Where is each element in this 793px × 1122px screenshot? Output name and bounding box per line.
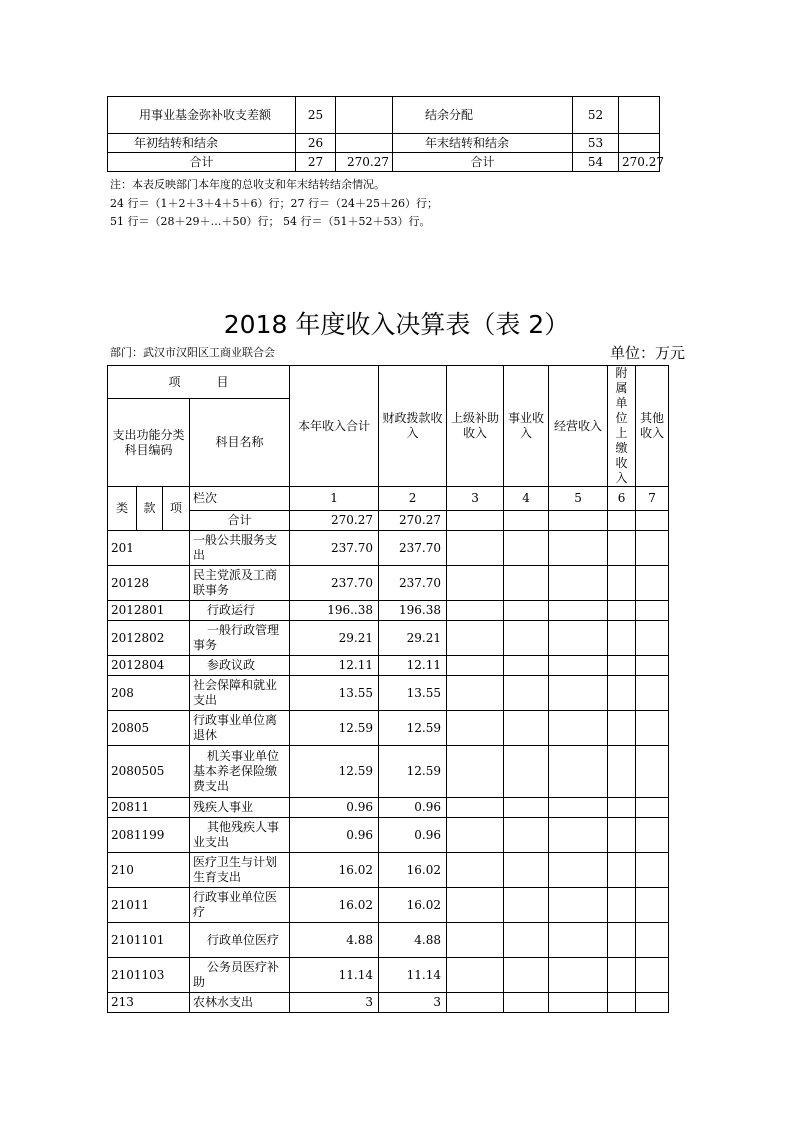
row-label: 年末结转和结余 bbox=[393, 134, 573, 153]
row-fiscal: 4.88 bbox=[379, 923, 447, 958]
empty-cell bbox=[608, 888, 636, 923]
table-row bbox=[108, 134, 660, 153]
fiscal-value: 270.27 bbox=[379, 511, 447, 531]
row-code: 2080505 bbox=[108, 746, 190, 798]
empty-cell bbox=[636, 566, 669, 601]
row-name: 行政单位医疗 bbox=[190, 923, 290, 958]
row-code: 201 bbox=[108, 531, 190, 566]
row-code: 20128 bbox=[108, 566, 190, 601]
total-income-header: 本年收入合计 bbox=[290, 366, 379, 487]
empty-cell bbox=[549, 746, 608, 798]
row-name: 行政运行 bbox=[190, 601, 290, 621]
note-line: 注：本表反映部门本年度的总收支和年末结转结余情况。 bbox=[110, 178, 385, 191]
row-fiscal: 0.96 bbox=[379, 798, 447, 818]
empty-cell bbox=[636, 818, 669, 853]
row-name: 公务员医疗补助 bbox=[190, 958, 290, 993]
total-income-value: 270.27 bbox=[290, 511, 379, 531]
empty-cell bbox=[549, 656, 608, 676]
row-label: 合计 bbox=[108, 153, 296, 172]
empty-cell bbox=[636, 676, 669, 711]
empty-cell bbox=[608, 853, 636, 888]
empty-cell bbox=[608, 531, 636, 566]
table-row bbox=[108, 97, 660, 134]
row-total: 12.11 bbox=[290, 656, 379, 676]
department-label: 部门：武汉市汉阳区工商业联合会 bbox=[110, 346, 275, 359]
row-total: 12.59 bbox=[290, 746, 379, 798]
row-code: 2012802 bbox=[108, 621, 190, 656]
row-number: 27 bbox=[296, 153, 336, 172]
other-header: 其他收入 bbox=[636, 366, 669, 487]
row-name: 农林水支出 bbox=[190, 993, 290, 1013]
empty-cell bbox=[608, 621, 636, 656]
empty-cell bbox=[549, 566, 608, 601]
row-value bbox=[619, 97, 660, 134]
table-row bbox=[108, 818, 669, 853]
balance-summary-table bbox=[107, 96, 664, 172]
empty-cell bbox=[636, 601, 669, 621]
row-fiscal: 237.70 bbox=[379, 566, 447, 601]
row-name: 社会保障和就业支出 bbox=[190, 676, 290, 711]
empty-cell bbox=[549, 531, 608, 566]
column-number: 6 bbox=[608, 487, 636, 511]
row-total: 16.02 bbox=[290, 853, 379, 888]
table-row bbox=[108, 798, 669, 818]
empty-cell bbox=[636, 531, 669, 566]
empty-cell bbox=[447, 601, 504, 621]
empty-cell bbox=[549, 798, 608, 818]
row-code: 2012804 bbox=[108, 656, 190, 676]
row-fiscal: 11.14 bbox=[379, 958, 447, 993]
kuan-header: 款 bbox=[137, 487, 163, 531]
row-name: 残疾人事业 bbox=[190, 798, 290, 818]
empty-cell bbox=[636, 958, 669, 993]
note-line: 24 行＝（1＋2＋3＋4＋5＋6）行；27 行＝（24＋25＋26）行； bbox=[110, 196, 438, 210]
total-row bbox=[108, 511, 669, 531]
fiscal-header: 财政拨款收入 bbox=[379, 366, 447, 487]
row-label: 年初结转和结余 bbox=[108, 134, 296, 153]
empty-cell bbox=[608, 566, 636, 601]
empty-cell bbox=[549, 711, 608, 746]
business-header: 事业收入 bbox=[504, 366, 549, 487]
empty-cell bbox=[504, 711, 549, 746]
row-fiscal: 13.55 bbox=[379, 676, 447, 711]
column-number: 7 bbox=[636, 487, 669, 511]
row-fiscal: 29.21 bbox=[379, 621, 447, 656]
subject-name-header: 科目名称 bbox=[190, 399, 290, 487]
row-code: 21011 bbox=[108, 888, 190, 923]
row-total: 11.14 bbox=[290, 958, 379, 993]
empty-cell bbox=[549, 818, 608, 853]
row-value bbox=[619, 134, 660, 153]
row-total: 13.55 bbox=[290, 676, 379, 711]
empty-cell bbox=[504, 818, 549, 853]
row-code: 20811 bbox=[108, 798, 190, 818]
column-number: 1 bbox=[290, 487, 379, 511]
column-number: 2 bbox=[379, 487, 447, 511]
empty-cell bbox=[549, 888, 608, 923]
row-total: 237.70 bbox=[290, 531, 379, 566]
empty-cell bbox=[504, 958, 549, 993]
empty-cell bbox=[608, 601, 636, 621]
empty-cell bbox=[636, 711, 669, 746]
empty-cell bbox=[447, 888, 504, 923]
empty-cell bbox=[608, 746, 636, 798]
table-row bbox=[108, 621, 669, 656]
row-label: 用事业基金弥补收支差额 bbox=[108, 97, 296, 134]
column-number: 4 bbox=[504, 487, 549, 511]
row-fiscal: 16.02 bbox=[379, 853, 447, 888]
row-fiscal: 16.02 bbox=[379, 888, 447, 923]
empty-cell bbox=[549, 923, 608, 958]
empty-cell bbox=[504, 746, 549, 798]
row-fiscal: 196.38 bbox=[379, 601, 447, 621]
item-header: 项 目 bbox=[108, 366, 290, 399]
empty-cell bbox=[549, 601, 608, 621]
row-total: 16.02 bbox=[290, 888, 379, 923]
row-total: 196..38 bbox=[290, 601, 379, 621]
row-name: 其他残疾人事业支出 bbox=[190, 818, 290, 853]
empty-cell bbox=[504, 993, 549, 1013]
row-name: 机关事业单位基本养老保险缴费支出 bbox=[190, 746, 290, 798]
empty-cell bbox=[608, 711, 636, 746]
column-number: 3 bbox=[447, 487, 504, 511]
row-code: 2101101 bbox=[108, 923, 190, 958]
empty-cell bbox=[636, 656, 669, 676]
row-fiscal: 0.96 bbox=[379, 818, 447, 853]
lei-header: 类 bbox=[108, 487, 137, 531]
empty-cell bbox=[636, 853, 669, 888]
row-label: 结余分配 bbox=[393, 97, 573, 134]
table-row bbox=[108, 958, 669, 993]
table-row bbox=[108, 746, 669, 798]
empty-cell bbox=[447, 656, 504, 676]
row-number: 54 bbox=[573, 153, 619, 172]
table-row bbox=[108, 853, 669, 888]
empty-cell bbox=[608, 923, 636, 958]
empty-cell bbox=[636, 993, 669, 1013]
row-total: 3 bbox=[290, 993, 379, 1013]
row-total: 237.70 bbox=[290, 566, 379, 601]
empty-cell bbox=[608, 818, 636, 853]
note-line: 51 行＝（28＋29＋…＋50）行； 54 行＝（51＋52＋53）行。 bbox=[110, 215, 431, 228]
row-value bbox=[336, 134, 393, 153]
page-title: 2018 年度收入决算表（表 2） bbox=[223, 310, 570, 339]
row-number: 26 bbox=[296, 134, 336, 153]
empty-cell bbox=[504, 888, 549, 923]
total-label: 合计 bbox=[190, 511, 290, 531]
code-header: 支出功能分类科目编码 bbox=[108, 399, 190, 487]
empty-cell bbox=[549, 676, 608, 711]
row-total: 12.59 bbox=[290, 711, 379, 746]
row-name: 一般行政管理事务 bbox=[190, 621, 290, 656]
table-row bbox=[108, 923, 669, 958]
empty-cell bbox=[549, 958, 608, 993]
table-row bbox=[108, 153, 660, 172]
table-row bbox=[108, 531, 669, 566]
empty-cell bbox=[504, 923, 549, 958]
empty-cell bbox=[608, 798, 636, 818]
table-row bbox=[108, 711, 669, 746]
header-row bbox=[108, 487, 669, 511]
empty-cell bbox=[447, 711, 504, 746]
row-code: 210 bbox=[108, 853, 190, 888]
empty-cell bbox=[608, 656, 636, 676]
empty-cell bbox=[447, 853, 504, 888]
row-total: 0.96 bbox=[290, 798, 379, 818]
empty-cell bbox=[447, 746, 504, 798]
row-name: 参政议政 bbox=[190, 656, 290, 676]
empty-cell bbox=[504, 621, 549, 656]
empty-cell bbox=[549, 621, 608, 656]
row-total: 29.21 bbox=[290, 621, 379, 656]
row-fiscal: 12.11 bbox=[379, 656, 447, 676]
empty-cell bbox=[447, 531, 504, 566]
row-code: 213 bbox=[108, 993, 190, 1013]
table-notes bbox=[110, 176, 438, 232]
row-number: 53 bbox=[573, 134, 619, 153]
row-total: 0.96 bbox=[290, 818, 379, 853]
empty-cell bbox=[447, 923, 504, 958]
column-number: 5 bbox=[549, 487, 608, 511]
table-row bbox=[108, 566, 669, 601]
row-value bbox=[336, 97, 393, 134]
row-number: 25 bbox=[296, 97, 336, 134]
table-row bbox=[108, 656, 669, 676]
empty-cell bbox=[447, 621, 504, 656]
unit-label: 单位：万元 bbox=[610, 344, 686, 362]
empty-cell bbox=[549, 993, 608, 1013]
empty-cell bbox=[447, 958, 504, 993]
row-code: 2012801 bbox=[108, 601, 190, 621]
empty-cell bbox=[504, 798, 549, 818]
table-row bbox=[108, 601, 669, 621]
empty-cell bbox=[636, 798, 669, 818]
row-number: 52 bbox=[573, 97, 619, 134]
empty-cell bbox=[504, 566, 549, 601]
superior-header: 上级补助收入 bbox=[447, 366, 504, 487]
row-code: 208 bbox=[108, 676, 190, 711]
row-fiscal: 3 bbox=[379, 993, 447, 1013]
row-label: 合计 bbox=[393, 153, 573, 172]
row-name: 医疗卫生与计划生育支出 bbox=[190, 853, 290, 888]
row-code: 20805 bbox=[108, 711, 190, 746]
row-fiscal: 237.70 bbox=[379, 531, 447, 566]
empty-cell bbox=[636, 888, 669, 923]
empty-cell bbox=[447, 798, 504, 818]
empty-cell bbox=[447, 676, 504, 711]
table-row bbox=[108, 888, 669, 923]
empty-cell bbox=[504, 656, 549, 676]
xiang-header: 项 bbox=[163, 487, 190, 531]
row-fiscal: 12.59 bbox=[379, 711, 447, 746]
row-fiscal: 12.59 bbox=[379, 746, 447, 798]
operating-header: 经营收入 bbox=[549, 366, 608, 487]
empty-cell bbox=[608, 676, 636, 711]
empty-cell bbox=[636, 746, 669, 798]
empty-cell bbox=[504, 676, 549, 711]
empty-cell bbox=[636, 923, 669, 958]
affiliated-header: 附属单位上缴收入 bbox=[608, 366, 636, 487]
empty-cell bbox=[504, 531, 549, 566]
table-row bbox=[108, 993, 669, 1013]
row-code: 2081199 bbox=[108, 818, 190, 853]
row-name: 行政事业单位离退休 bbox=[190, 711, 290, 746]
empty-cell bbox=[636, 621, 669, 656]
row-total: 4.88 bbox=[290, 923, 379, 958]
empty-cell bbox=[608, 958, 636, 993]
empty-cell bbox=[447, 566, 504, 601]
row-name: 一般公共服务支出 bbox=[190, 531, 290, 566]
header-row bbox=[108, 366, 669, 399]
empty-cell bbox=[608, 993, 636, 1013]
empty-cell bbox=[504, 853, 549, 888]
table-row bbox=[108, 676, 669, 711]
row-code: 2101103 bbox=[108, 958, 190, 993]
income-table bbox=[107, 365, 669, 1013]
row-name: 行政事业单位医疗 bbox=[190, 888, 290, 923]
row-value: 270.27 bbox=[336, 153, 393, 172]
row-value: 270.27 bbox=[619, 153, 660, 172]
empty-cell bbox=[447, 818, 504, 853]
empty-cell bbox=[549, 853, 608, 888]
column-index-label: 栏次 bbox=[190, 487, 290, 511]
empty-cell bbox=[504, 601, 549, 621]
row-name: 民主党派及工商联事务 bbox=[190, 566, 290, 601]
empty-cell bbox=[447, 993, 504, 1013]
